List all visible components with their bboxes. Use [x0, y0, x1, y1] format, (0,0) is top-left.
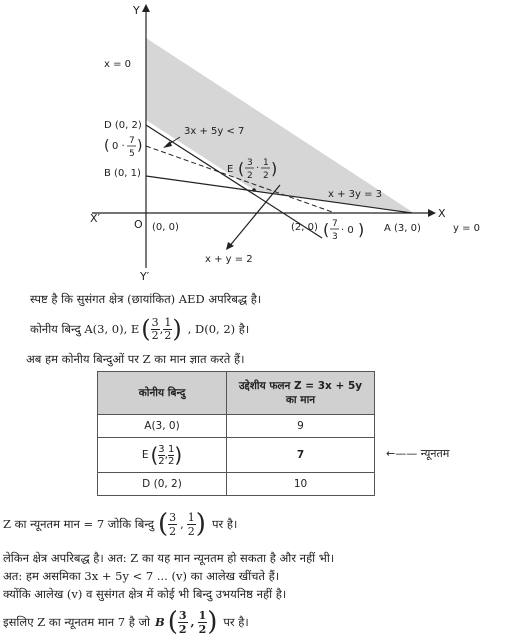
conclusion-draw-graph: अत: हम असमिका 3x + 5y < 7 ... (v) का आलेख खींचते हैं। [3, 569, 280, 583]
frac-point-open: ( [104, 138, 110, 154]
table-header-point: कोनीय बिन्दु [98, 372, 227, 415]
corner-E-num2: 1 [164, 315, 172, 329]
line-xy2-label: x + y = 2 [205, 254, 253, 265]
table-E-paren-close: ) [174, 443, 183, 467]
table-E-den1: 2 [158, 455, 165, 467]
table-E-den2: 2 [167, 455, 175, 467]
frac-point-num: 7 [129, 136, 135, 146]
point-E-letter: E [227, 164, 234, 175]
corner-points-prefix: कोनीय बिन्दु A(3, 0), E [30, 321, 140, 336]
conclusion-paren-open: ( [157, 509, 169, 539]
frac-point-den: 5 [129, 149, 135, 159]
x-axis-neg-label: X′ [90, 212, 101, 225]
paragraph-corner-points [30, 313, 249, 345]
conclusion-min-value [3, 508, 237, 540]
point-A-label: A (3, 0) [384, 223, 421, 234]
corner-E-den2: 2 [164, 328, 172, 342]
y-axis-neg-label: Y′ [140, 270, 150, 283]
corner-E-frac1 [151, 317, 160, 342]
table-row [98, 438, 375, 473]
point-E-den2: 2 [263, 171, 269, 181]
table-E-letter: E [141, 449, 149, 461]
frac-7-3-den: 3 [332, 232, 338, 242]
conclusion-den2: 2 [187, 524, 195, 538]
x-axis-label: X [438, 207, 446, 220]
conclusion-final-num1: 3 [178, 608, 187, 622]
conclusion-min-suffix: पर है। [211, 516, 238, 531]
conclusion-final-paren-open: ( [167, 607, 178, 637]
conclusion-final-den1: 2 [178, 622, 187, 636]
paragraph-evaluate: अब हम कोनीय बिन्दुओं पर Z का मान ज्ञात करते हैं। [26, 352, 245, 366]
frac-7-3-close: ) [358, 220, 365, 239]
conclusion-final-prefix: इसलिए Z का न्यूनतम मान 7 है जो [3, 614, 150, 629]
table-E-num2: 1 [167, 443, 175, 455]
table-header-value-line2: का मान [285, 394, 316, 406]
conclusion-paren-close: ) [195, 509, 206, 539]
point-2-0-label: (2, 0) [291, 222, 318, 233]
table-cell-value: 7 [227, 438, 375, 473]
frac-point-zero: 0 · [112, 141, 125, 152]
origin-coord-label: (0, 0) [152, 222, 179, 233]
objective-table [97, 371, 375, 496]
frac-7-3-open: ( [323, 220, 330, 239]
extension-arrow [226, 242, 234, 250]
table-E-comma: , [164, 449, 168, 461]
ineq-pointer-arrow [163, 141, 172, 148]
conclusion-comma: , [180, 517, 184, 531]
y-axis-arrow [142, 4, 150, 12]
corner-E-paren-close: ) [172, 315, 182, 343]
table-header-value [227, 372, 375, 415]
point-E-close: ) [271, 159, 278, 178]
point-E-dot-sep: · [256, 163, 260, 174]
point-E-open: ( [238, 159, 245, 178]
table-cell-point: A(3, 0) [98, 415, 227, 438]
corner-E-comma: , [159, 322, 164, 336]
table-row [98, 473, 375, 496]
x-axis-arrow [428, 209, 436, 217]
conclusion-final-frac2 [198, 609, 208, 636]
frac-7-3-num: 7 [332, 219, 338, 229]
point-E-dot [252, 188, 256, 192]
table-cell-point: D (0, 2) [98, 473, 227, 496]
line-ineq-label: 3x + 5y < 7 [184, 126, 245, 137]
point-D-label: D (0, 2) [104, 120, 142, 131]
line-x3y3-label: x + 3y = 3 [328, 189, 383, 200]
y-axis-label: Y [133, 4, 140, 17]
conclusion-frac2 [187, 511, 196, 538]
table-header-value-line1: उद्देशीय फलन Z = 3x + 5y [238, 380, 363, 392]
conclusion-final-num2: 1 [198, 608, 207, 622]
table-cell-value: 9 [227, 415, 375, 438]
conclusion-final-den2: 2 [198, 622, 207, 636]
conclusion-final [3, 605, 249, 639]
conclusion-den1: 2 [169, 524, 177, 538]
point-E-den1: 2 [247, 171, 253, 181]
conclusion-final-frac1 [178, 609, 188, 636]
table-cell-point [98, 438, 227, 473]
minimum-marker: ←—— न्यूनतम [386, 447, 450, 460]
point-E-num1: 3 [247, 158, 253, 168]
corner-points-suffix: , D(0, 2) है। [187, 321, 250, 336]
conclusion-no-common-point: क्योंकि आलेख (v) व सुसंगत क्षेत्र में कोई भी बिन्दु उभयनिष्ठ नहीं है। [3, 587, 287, 601]
table-row [98, 415, 375, 438]
corner-E-den1: 2 [151, 328, 159, 342]
table-E-num1: 3 [158, 443, 165, 455]
paragraph-unbounded: स्पष्ट है कि सुसंगत क्षेत्र (छायांकित) AED अपरिबद्ध है। [30, 292, 262, 306]
table-header-row [98, 372, 375, 415]
origin-label: O [134, 218, 143, 231]
corner-E-num1: 3 [151, 315, 159, 329]
conclusion-unbounded-note: लेकिन क्षेत्र अपरिबद्ध है। अत: Z का यह मान न्यूनतम हो सकता है और नहीं भी। [3, 551, 335, 565]
line-y0-label: y = 0 [453, 223, 481, 234]
table-E-paren-open: ( [150, 443, 159, 467]
conclusion-min-prefix: Z का न्यूनतम मान = 7 जोकि बिन्दु [3, 516, 154, 531]
feasible-region-graph [0, 0, 525, 285]
conclusion-final-suffix: पर है। [223, 614, 249, 629]
conclusion-final-paren-close: ) [207, 607, 218, 637]
conclusion-num1: 3 [169, 510, 177, 524]
conclusion-frac1 [168, 511, 177, 538]
conclusion-final-comma: , [190, 615, 195, 629]
point-E-num2: 1 [263, 158, 269, 168]
conclusion-final-B: B [155, 615, 165, 629]
line-x0-label: x = 0 [104, 59, 132, 70]
corner-E-frac2 [163, 317, 172, 342]
conclusion-num2: 1 [187, 510, 195, 524]
frac-point-close: ) [137, 138, 143, 154]
table-cell-value: 10 [227, 473, 375, 496]
point-B-label: B (0, 1) [104, 168, 141, 179]
frac-7-3-zero: · 0 [341, 225, 354, 236]
corner-E-paren-open: ( [141, 315, 151, 343]
